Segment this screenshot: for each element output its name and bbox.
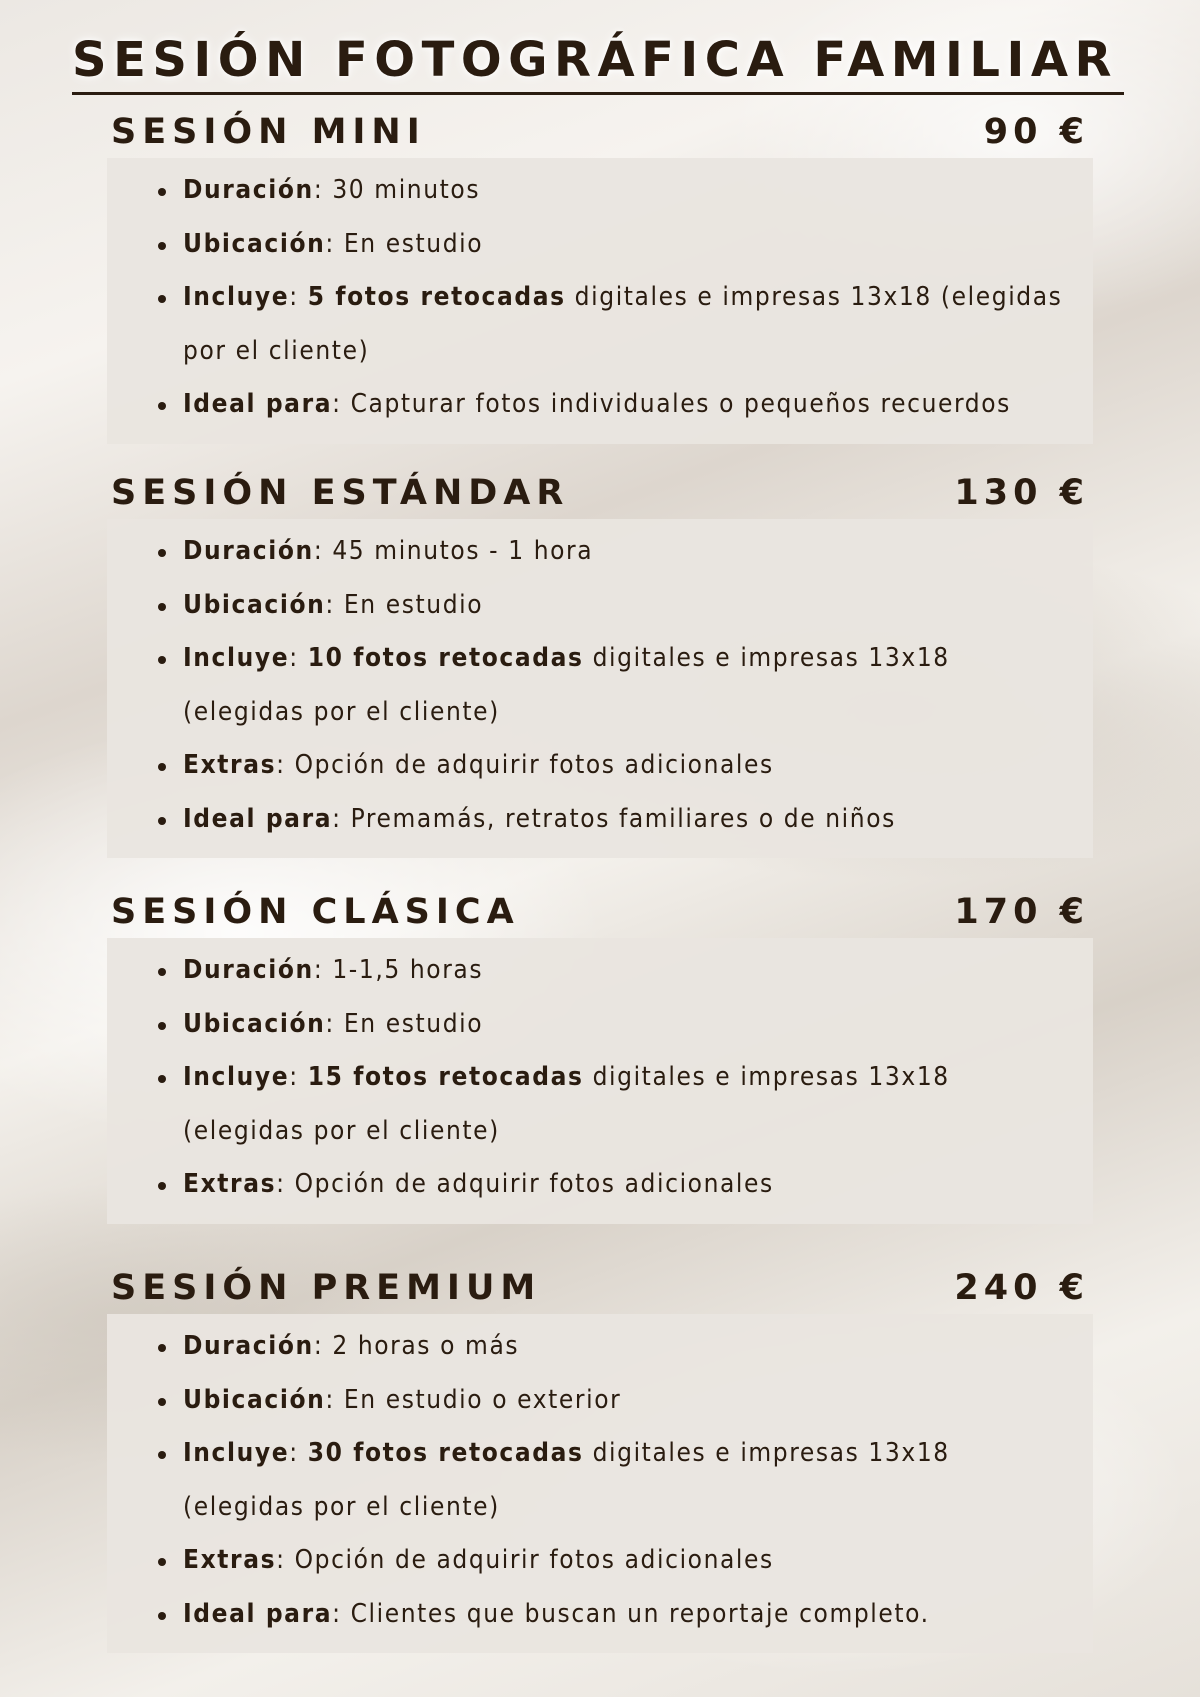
feature-highlight: 10 fotos retocadas [307, 643, 584, 673]
feature-label: Extras [183, 750, 277, 780]
feature-highlight: 15 fotos retocadas [307, 1062, 584, 1092]
feature-highlight: 5 fotos retocadas [307, 282, 566, 312]
feature-text: : Capturar fotos individuales o pequeños recuerdos [332, 389, 1011, 419]
feature-highlight: 30 fotos retocadas [307, 1438, 584, 1468]
feature-text: : Opción de adquirir fotos adicionales [276, 750, 774, 780]
package-price: 130 € [954, 473, 1089, 513]
package-price: 90 € [983, 112, 1089, 152]
feature-label: Extras [183, 1169, 277, 1199]
package-mini [107, 106, 1093, 444]
feature-label: Ideal para [183, 1598, 333, 1629]
package-name: SESIÓN MINI [111, 112, 426, 152]
feature-list [107, 944, 1073, 1212]
feature-item [183, 739, 1073, 793]
feature-item [183, 1374, 1073, 1428]
feature-text: : [289, 282, 308, 312]
feature-item [183, 793, 1073, 847]
feature-list [107, 164, 1073, 432]
feature-item [183, 1051, 1073, 1158]
feature-text: : En estudio [325, 1008, 484, 1039]
feature-text-tail: digitales e impresas 13x18 (elegidas por el cliente) [183, 643, 950, 727]
package-premium [107, 1262, 1093, 1653]
feature-item [183, 1320, 1073, 1374]
package-name: SESIÓN ESTÁNDAR [111, 473, 570, 513]
feature-item [183, 1534, 1073, 1588]
feature-label: Incluye [183, 282, 290, 312]
feature-text-tail: digitales e impresas 13x18 (elegidas por el cliente) [183, 282, 1063, 366]
feature-text: : Opción de adquirir fotos adicionales [276, 1169, 774, 1199]
feature-text-tail: digitales e impresas 13x18 (elegidas por el cliente) [183, 1438, 950, 1522]
feature-item [183, 164, 1073, 218]
package-details [107, 938, 1093, 1224]
feature-text: : [289, 643, 308, 673]
feature-label: Duración [183, 1331, 314, 1361]
feature-label: Incluye [183, 1062, 290, 1092]
package-header [107, 467, 1093, 519]
feature-text-tail: digitales e impresas 13x18 (elegidas por el cliente) [183, 1062, 950, 1146]
package-name: SESIÓN PREMIUM [111, 1268, 542, 1308]
feature-list [107, 1320, 1073, 1641]
package-header [107, 106, 1093, 158]
feature-text: : En estudio o exterior [325, 1384, 622, 1415]
package-details [107, 1314, 1093, 1653]
feature-item [183, 1427, 1073, 1534]
feature-text: : Opción de adquirir fotos adicionales [276, 1545, 774, 1575]
feature-label: Ubicación [183, 1384, 326, 1415]
feature-text: : [289, 1062, 308, 1092]
feature-text: : Clientes que buscan un reportaje completo. [332, 1598, 930, 1629]
feature-label: Incluye [183, 1438, 290, 1468]
feature-text: : [289, 1438, 308, 1468]
feature-label: Ubicación [183, 228, 326, 259]
feature-text: : 1-1,5 horas [313, 955, 484, 985]
package-header [107, 886, 1093, 938]
feature-item [183, 218, 1073, 272]
package-price: 170 € [954, 892, 1089, 932]
feature-text: : En estudio [325, 228, 484, 259]
feature-label: Duración [183, 955, 314, 985]
feature-item [183, 378, 1073, 432]
package-price: 240 € [954, 1268, 1089, 1308]
package-name: SESIÓN CLÁSICA [111, 892, 520, 932]
package-details [107, 158, 1093, 444]
feature-label: Incluye [183, 643, 290, 673]
package-clasica [107, 886, 1093, 1224]
page-title: SESIÓN FOTOGRÁFICA FAMILIAR [72, 30, 1124, 95]
feature-label: Extras [183, 1545, 277, 1575]
feature-item [183, 271, 1073, 378]
feature-label: Ideal para [183, 803, 333, 834]
feature-label: Duración [183, 536, 314, 566]
feature-item [183, 525, 1073, 579]
feature-text: : 30 minutos [313, 175, 481, 205]
feature-label: Ideal para [183, 389, 333, 419]
feature-item [183, 579, 1073, 633]
feature-text: : 45 minutos - 1 hora [313, 536, 594, 566]
feature-label: Duración [183, 175, 314, 205]
feature-label: Ubicación [183, 1008, 326, 1039]
feature-text: : En estudio [325, 589, 484, 620]
feature-item [183, 1158, 1073, 1212]
feature-text: : Premamás, retratos familiares o de niños [332, 803, 896, 834]
feature-item [183, 632, 1073, 739]
package-header [107, 1262, 1093, 1314]
feature-label: Ubicación [183, 589, 326, 620]
feature-item [183, 1588, 1073, 1642]
feature-text: : 2 horas o más [313, 1331, 520, 1361]
feature-item [183, 944, 1073, 998]
package-details [107, 519, 1093, 858]
feature-list [107, 525, 1073, 846]
package-estandar [107, 467, 1093, 858]
feature-item [183, 998, 1073, 1052]
